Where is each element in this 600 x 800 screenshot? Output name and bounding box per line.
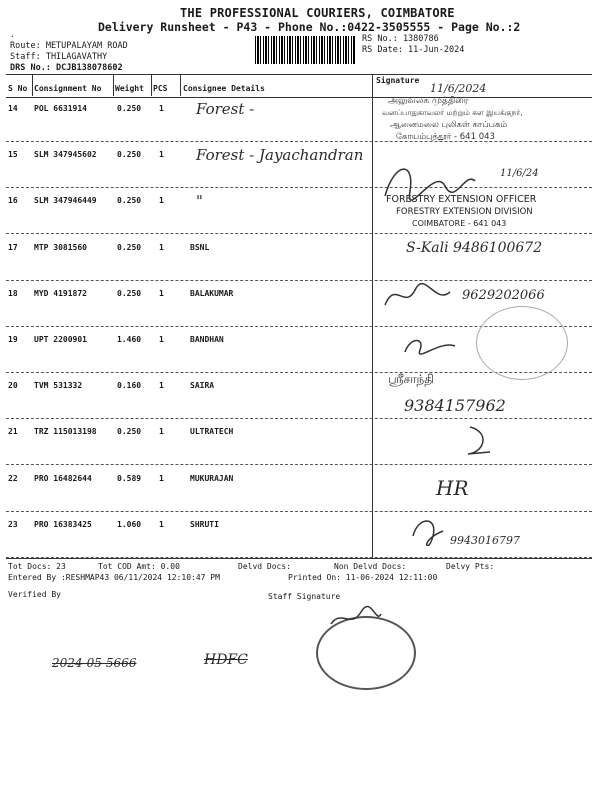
- row-consignee: SHRUTI: [190, 520, 219, 529]
- row-pcs: 1: [159, 104, 164, 113]
- row-sno: 22: [8, 474, 18, 483]
- row-sno: 17: [8, 243, 18, 252]
- stamp-line3: ஆனைமலை புலிகள் காப்பகம்: [390, 120, 508, 130]
- total-cod: Tot COD Amt: 0.00: [98, 562, 180, 571]
- row-sno: 15: [8, 150, 18, 159]
- table-row: [0, 373, 600, 419]
- col-consignment: Consignment No: [34, 84, 102, 93]
- row-sno: 19: [8, 335, 18, 344]
- row-sno: 21: [8, 427, 18, 436]
- signature-scribble-19: [400, 332, 460, 357]
- row-pcs: 1: [159, 474, 164, 483]
- row-handwritten-consignee: Forest - Jayachandran: [196, 146, 364, 164]
- handwritten-phone-18: 9629202066: [462, 288, 545, 303]
- total-docs: Tot Docs: 23: [8, 562, 66, 571]
- staff-label: Staff: THILAGAVATHY: [10, 52, 108, 62]
- row-consignee: SAIRA: [190, 381, 215, 390]
- footer-divider: [6, 558, 592, 559]
- row-consignee: MUKURAJAN: [190, 474, 234, 483]
- row-handwritten-consignee: Forest -: [196, 100, 255, 118]
- row-weight: 0.589: [117, 474, 142, 483]
- signature-scribble-21: [460, 422, 500, 462]
- stamp-city: COIMBATORE - 641 043: [412, 219, 507, 228]
- row-consignment: PRO 16383425: [34, 520, 92, 529]
- row-sno: 14: [8, 104, 18, 113]
- row-consignment: PRO 16482644: [34, 474, 92, 483]
- delivered-docs: Delvd Docs:: [238, 562, 291, 571]
- row-weight: 1.060: [117, 520, 142, 529]
- row-pcs: 1: [159, 335, 164, 344]
- table-row: [0, 96, 600, 142]
- handwritten-phone-23: 9943016797: [450, 534, 520, 547]
- company-title: THE PROFESSIONAL COURIERS, COIMBATORE: [180, 6, 455, 20]
- bottom-scribble-word: HDFC: [204, 652, 248, 668]
- row-pcs: 1: [159, 520, 164, 529]
- row-consignee: ULTRATECH: [190, 427, 234, 436]
- row-weight: 0.250: [117, 289, 142, 298]
- stamp-line1: அலுவலக முத்திரை: [388, 96, 469, 106]
- table-row: [0, 466, 600, 512]
- row-consignment: TRZ 115013198: [34, 427, 97, 436]
- stamp-line4: கோயம்புத்தூர் - 641 043: [396, 132, 495, 142]
- rs-date: RS Date: 11-Jun-2024: [362, 45, 465, 55]
- col-pcs: PCS: [153, 84, 168, 93]
- row-consignee: BALAKUMAR: [190, 289, 234, 298]
- route-label: Route: METUPALAYAM ROAD: [10, 41, 128, 51]
- handwritten-name-20: ஸ்ரீசாந்தி: [388, 372, 435, 386]
- row-pcs: 1: [159, 289, 164, 298]
- row-weight: 0.160: [117, 381, 142, 390]
- handwritten-hr: HR: [436, 476, 469, 500]
- handwritten-phone-17: S-Kali 9486100672: [406, 240, 543, 256]
- stamp-line2: வனப்பாதுகாவலர் மற்றும் கள இயக்குநர்,: [382, 108, 523, 117]
- row-pcs: 1: [159, 150, 164, 159]
- row-weight: 0.250: [117, 196, 142, 205]
- signature-scribble-18: [380, 280, 460, 310]
- row-divider: [6, 233, 592, 234]
- header-dot: .: [10, 30, 15, 39]
- row-sno: 16: [8, 196, 18, 205]
- stamp-division: FORESTRY EXTENSION DIVISION: [396, 207, 533, 217]
- bottom-scribble-number: 2024-05-5666: [52, 656, 137, 670]
- row-consignment: POL 6631914: [34, 104, 87, 113]
- verified-by-label: Verified By: [8, 590, 61, 599]
- barcode-image: [255, 36, 355, 64]
- handwritten-date-2: 11/6/24: [500, 168, 539, 179]
- row-consignment: MTP 3081560: [34, 243, 87, 252]
- row-consignment: UPT 2200901: [34, 335, 87, 344]
- row-weight: 0.250: [117, 427, 142, 436]
- row-weight: 0.250: [117, 150, 142, 159]
- printed-on: Printed On: 11-06-2024 12:11:00: [288, 573, 438, 582]
- row-consignee: BSNL: [190, 243, 210, 252]
- row-handwritten-consignee: ": [196, 192, 203, 210]
- row-sno: 23: [8, 520, 18, 529]
- drs-number: DRS No.: DCJB138078602: [10, 63, 123, 73]
- handwritten-phone-20: 9384157962: [404, 396, 506, 415]
- row-pcs: 1: [159, 427, 164, 436]
- row-consignment: SLM 347946449: [34, 196, 97, 205]
- runsheet-title: Delivery Runsheet - P43 - Phone No.:0422-3505555 - Page No.:2: [98, 20, 521, 34]
- row-consignee: BANDHAN: [190, 335, 224, 344]
- row-consignment: SLM 347945602: [34, 150, 97, 159]
- col-weight: Weight: [115, 84, 144, 93]
- stamp-circle-19: [476, 306, 568, 380]
- row-consignment: TVM 531332: [34, 381, 83, 390]
- signature-scribble-15: [375, 156, 505, 206]
- signature-scribble-23: [408, 516, 448, 546]
- delivery-points: Delvy Pts:: [446, 562, 495, 571]
- row-weight: 0.250: [117, 104, 142, 113]
- non-delivered-docs: Non Delvd Docs:: [334, 562, 407, 571]
- row-pcs: 1: [159, 243, 164, 252]
- col-consignee: Consignee Details: [183, 84, 265, 93]
- col-sno: S No: [8, 84, 28, 93]
- row-pcs: 1: [159, 196, 164, 205]
- row-weight: 0.250: [117, 243, 142, 252]
- table-row: [0, 142, 600, 188]
- rs-number: RS No.: 1380786: [362, 34, 439, 44]
- col-signature: Signature: [376, 76, 420, 85]
- row-divider: [6, 464, 592, 465]
- stamp-officer: FORESTRY EXTENSION OFFICER: [386, 194, 537, 205]
- staff-signature-label: Staff Signature: [268, 592, 341, 601]
- entered-by: Entered By :RESHMAP43 06/11/2024 12:10:47 PM: [8, 573, 220, 582]
- row-pcs: 1: [159, 381, 164, 390]
- row-sno: 18: [8, 289, 18, 298]
- staff-signature-scribble: [326, 604, 386, 634]
- row-consignment: MYD 4191872: [34, 289, 87, 298]
- handwritten-date-1: 11/6/2024: [430, 82, 487, 95]
- table-row: [0, 419, 600, 465]
- row-weight: 1.460: [117, 335, 142, 344]
- row-sno: 20: [8, 381, 18, 390]
